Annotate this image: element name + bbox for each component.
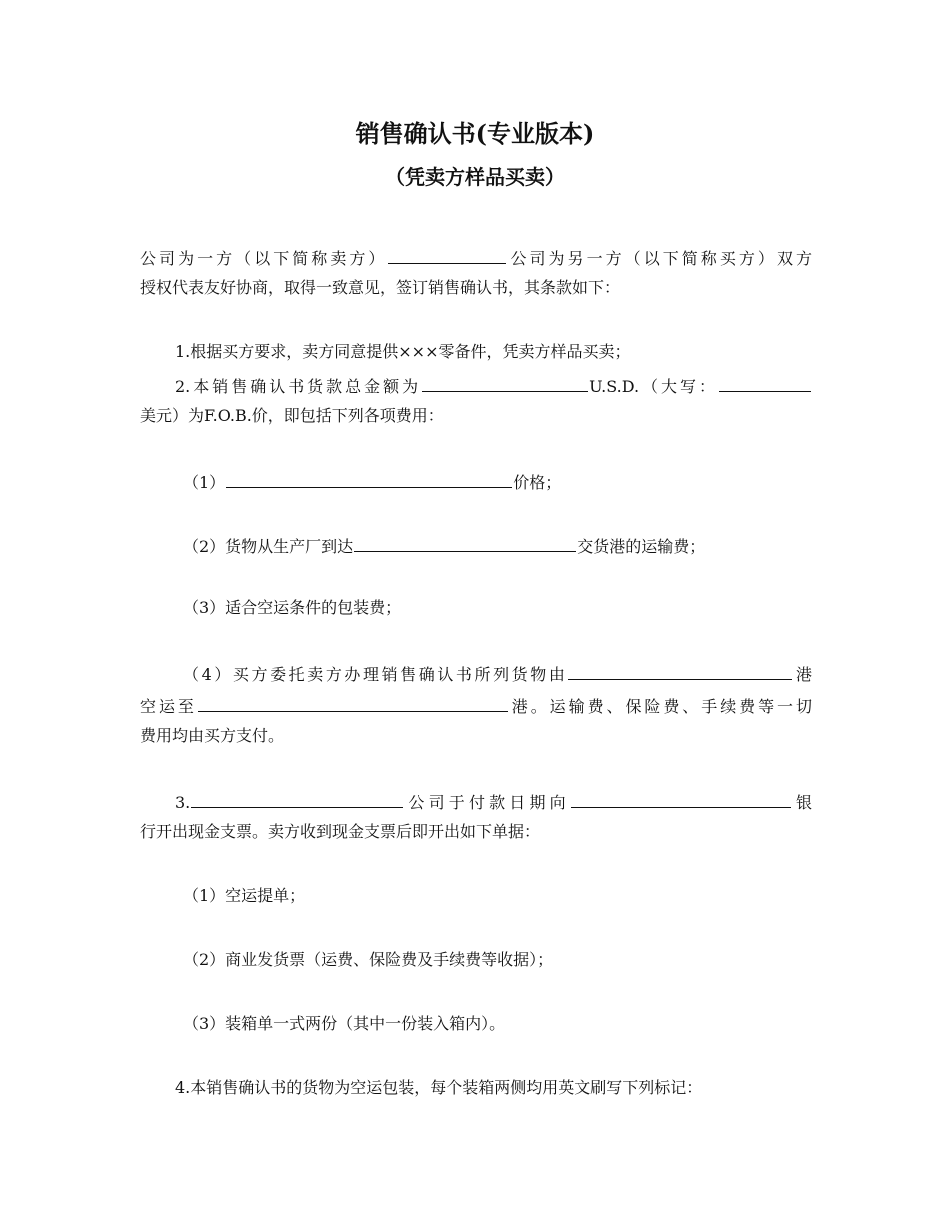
cost-item-4-line-3: 费用均由买方支付。 [140,726,285,745]
total-amount-blank [422,374,588,392]
document-item-3: （3）装箱单一式两份（其中一份装入箱内）。 [183,1014,506,1033]
document-subtitle: （凭卖方样品买卖） [385,165,565,189]
cost-item-4-line-1 [183,662,812,685]
clause-2-usd-text: U.S.D.（大写： [589,377,718,396]
intro-line-2: 授权代表友好协商，取得一致意见，签订销售确认书，其条款如下： [140,278,621,297]
cost-item-4-port: 港 [793,665,812,684]
clause-4: 4.本销售确认书的货物为空运包装，每个装箱两侧均用英文刷写下列标记： [175,1078,703,1097]
cost-item-4-airship-text: 空运至 [140,697,197,716]
clause-3-text: 公司于付款日期向 [404,793,570,812]
delivery-port-blank [354,534,576,552]
intro-buyer-text: 公司为另一方（以下简称买方）双方 [507,249,812,268]
clause-3-line-1 [175,790,812,813]
clause-3-line-2: 行开出现金支票。卖方收到现金支票后即开出如下单据： [140,822,541,841]
cost-item-2-text: （2）货物从生产厂到达 [183,537,354,556]
cost-item-2 [183,534,812,557]
clause-2-line-1 [175,374,812,397]
document-item-1: （1）空运提单； [183,886,306,905]
clause-2-line-2: 美元）为F.O.B.价，即包括下列各项费用： [140,406,444,425]
cost-item-1-number: （1） [183,473,226,492]
clause-3-bank-text: 银 [791,793,812,812]
payer-company-blank [191,790,403,808]
cost-item-1 [183,470,812,493]
document-item-2: （2）商业发货票（运费、保险费及手续费等收据）； [183,950,554,969]
cost-item-4-text: （4）买方委托卖方办理销售确认书所列货物由 [183,665,568,684]
clause-1: 1.根据买方要求，卖方同意提供×××零备件，凭卖方样品买卖； [175,342,631,361]
clause-2-amount-text: 2.本销售确认书货款总金额为 [175,377,422,396]
amount-in-words-blank [719,374,811,392]
price-blank [226,470,512,488]
intro-seller-text: 公司为一方（以下简称卖方） [140,249,388,268]
intro-line-1 [140,246,812,269]
document-title: 销售确认书(专业版本) [355,119,595,148]
cost-item-4-line-2 [140,694,812,717]
destination-port-blank [198,694,508,712]
buyer-company-blank [388,246,506,264]
clause-3-number: 3. [175,793,191,812]
cost-item-3: （3）适合空运条件的包装费； [183,598,402,617]
cost-item-1-text: 价格； [513,473,562,492]
origin-port-blank [568,662,792,680]
cost-item-4-fees-text: 港。运输费、保险费、手续费等一切 [508,697,812,716]
bank-blank [571,790,791,808]
cost-item-2-suffix: 交货港的运输费； [577,537,706,556]
